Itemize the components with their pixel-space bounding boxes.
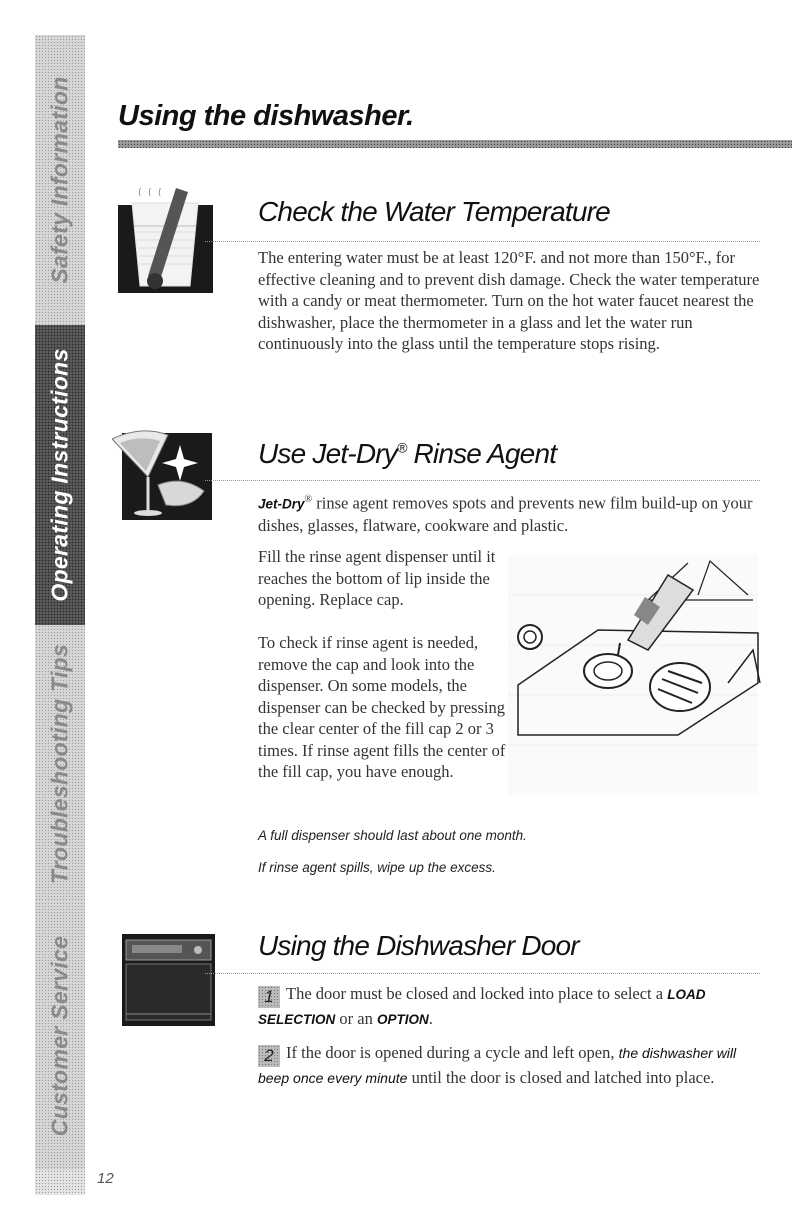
registered-mark: ®: [397, 439, 407, 456]
tab-label: Customer Service: [46, 935, 73, 1137]
rinse-dispenser-illustration: [498, 555, 763, 800]
step-text-end: until the door is closed and latched into place.: [407, 1068, 715, 1087]
tab-troubleshooting-tips[interactable]: [35, 625, 85, 902]
step-text: The door must be closed and locked into place to select a: [286, 984, 668, 1003]
tab-blank: [35, 1170, 85, 1195]
section-rule: [205, 480, 760, 481]
tab-label: Safety Information: [46, 76, 73, 284]
page-title: Using the dishwasher.: [118, 100, 414, 132]
rinse-agent-check-text: To check if rinse agent is needed, remove the cap and look into the dispenser. On some models, the dispenser can be checked by pressing the clear center of the fill cap 2 or 3 times. If rinse agent fills the center of the fill cap, you have enough.: [258, 633, 506, 781]
rinse-agent-intro: [258, 489, 768, 537]
tab-operating-instructions[interactable]: [35, 325, 85, 625]
intro-text: rinse agent removes spots and prevents new film build-up on your dishes, glasses, flatware, cookware and plastic.: [258, 493, 753, 535]
option-label: OPTION: [376, 1012, 429, 1027]
thermometer-glass-icon: [118, 188, 213, 298]
rinse-agent-fill-text: Fill the rinse agent dispenser until it reaches the bottom of lip inside the opening. Replace cap.: [258, 547, 496, 609]
heading-prefix: Use Jet-Dry: [258, 438, 397, 469]
tab-label: Operating Instructions: [46, 348, 73, 602]
wine-glass-icon: [112, 425, 212, 525]
step-number-badge: 1: [258, 986, 280, 1008]
title-rule: [118, 140, 792, 148]
section-rule: [205, 973, 760, 974]
heading-rinse-agent: [258, 438, 556, 470]
dishwasher-door-icon: [122, 934, 215, 1031]
heading-water-temperature: Check the Water Temperature: [258, 196, 610, 227]
section-rule: [205, 241, 760, 242]
rinse-agent-note-spills: If rinse agent spills, wipe up the excess.: [258, 860, 496, 875]
door-step-2: [258, 1042, 768, 1090]
heading-dishwasher-door: Using the Dishwasher Door: [258, 930, 579, 961]
step-text-end: .: [428, 1009, 433, 1028]
jet-dry-brand: Jet-Dry: [258, 496, 305, 512]
page-number: 12: [97, 1170, 114, 1187]
beep-warning: the dishwasher will beep once every minute: [258, 1045, 737, 1086]
registered-mark: ®: [304, 494, 313, 505]
tab-safety-information[interactable]: [35, 35, 85, 325]
water-temp-body: The entering water must be at least 120°F. and not more than 150°F., for effective cleaning and to prevent dish damage. Check the water temperature with a candy or meat thermometer. Turn on the hot water faucet nearest the dishwasher, place the thermometer in a glass and let the water run continuously into the glass until the temperature stops rising.: [258, 248, 760, 353]
section-tabs: [35, 35, 85, 1195]
tab-label: Troubleshooting Tips: [46, 643, 73, 884]
load-selection-label: LOAD SELECTION: [258, 987, 706, 1027]
step-text-mid: or an: [335, 1009, 377, 1028]
step-number-badge: 2: [258, 1045, 280, 1067]
door-step-1: [258, 983, 768, 1031]
rinse-agent-note-duration: A full dispenser should last about one month.: [258, 828, 527, 843]
step-text: If the door is opened during a cycle and left open,: [286, 1043, 619, 1062]
tab-customer-service[interactable]: [35, 902, 85, 1170]
heading-suffix: Rinse Agent: [406, 438, 557, 469]
